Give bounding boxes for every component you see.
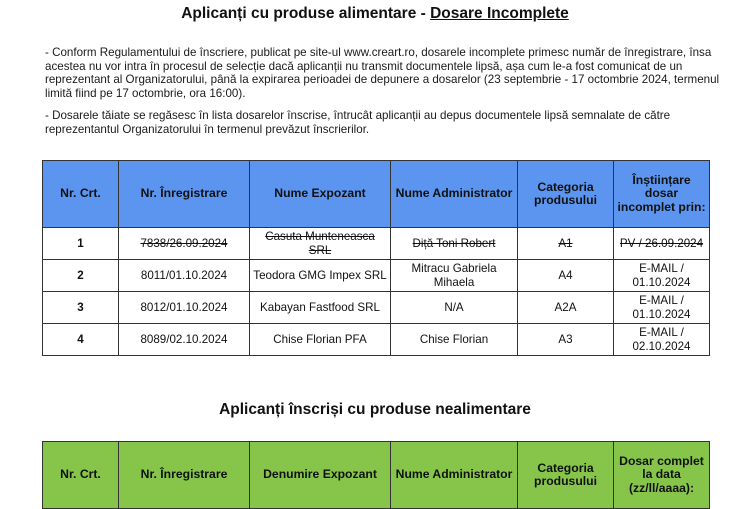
cell-expozant: Casuta Munteneasca SRL — [250, 228, 391, 260]
cell-categorie: A4 — [518, 260, 614, 292]
table-row — [43, 228, 710, 260]
col-header-nr-crt: Nr. Crt. — [43, 161, 119, 228]
cell-inregistrare: 8011/01.10.2024 — [119, 260, 250, 292]
cell-nr: 4 — [43, 324, 119, 356]
table-header-row — [43, 161, 710, 228]
col-header-nr-inregistrare: Nr. Înregistrare — [119, 442, 250, 509]
incomplete-files-table — [42, 160, 710, 356]
col-header-categoria: Categoria produsului — [518, 442, 614, 509]
cell-expozant: Chise Florian PFA — [250, 324, 391, 356]
cell-administrator: Chise Florian — [391, 324, 518, 356]
cell-nr: 2 — [43, 260, 119, 292]
cell-expozant: Kabayan Fastfood SRL — [250, 292, 391, 324]
section1-title-underlined: Dosare Incomplete — [430, 5, 569, 22]
col-header-dosar-complet: Dosar complet la data (zz/ll/aaaa): — [614, 442, 710, 509]
cell-inregistrare: 8012/01.10.2024 — [119, 292, 250, 324]
cell-instiintare: E-MAIL / 01.10.2024 — [614, 292, 710, 324]
col-header-nume-expozant: Nume Expozant — [250, 161, 391, 228]
cell-instiintare: E-MAIL / 01.10.2024 — [614, 260, 710, 292]
cell-instiintare: E-MAIL / 02.10.2024 — [614, 324, 710, 356]
table-row — [43, 324, 710, 356]
cell-categorie: A2A — [518, 292, 614, 324]
cell-nr: 1 — [43, 228, 119, 260]
cell-nr: 3 — [43, 292, 119, 324]
section1-title-prefix: Aplicanți cu produse alimentare - — [181, 5, 431, 22]
cell-categorie: A1 — [518, 228, 614, 260]
col-header-nr-crt: Nr. Crt. — [43, 442, 119, 509]
cell-administrator: Mitracu Gabriela Mihaela — [391, 260, 518, 292]
col-header-denumire-expozant: Denumire Expozant — [250, 442, 391, 509]
note-paragraph-2: - Dosarele tăiate se regăsesc în lista dosarelor înscrise, întrucât aplicanții au depus documentele lipsă semnalate de către reprezentantul Organizatorului în termenul prevăzut înscrierilor. — [45, 109, 671, 136]
note-paragraph-1: - Conform Regulamentului de înscriere, publicat pe site-ul www.creart.ro, dosarele incomplete primesc număr de înregistrare, însa acestea nu vor intra în procesul de selecție dacă aplicanții nu transmit documentele lipsă, așa cum le-a fost comunicat de un reprezentant al Organizatorului, până la expirarea perioadei de depunere a dosarelor (23 septembrie - 17 octombrie 2024, termenul limită fiind pe 17 octombrie, ora 16:00). — [45, 46, 720, 100]
section2-title: Aplicanți înscriși cu produse nealimentare — [219, 401, 531, 418]
table-row — [43, 292, 710, 324]
cell-instiintare: PV / 26.09.2024 — [614, 228, 710, 260]
nonfood-applicants-table — [42, 441, 710, 509]
col-header-categoria: Categoria produsului — [518, 161, 614, 228]
cell-inregistrare: 8089/02.10.2024 — [119, 324, 250, 356]
table-header-row — [43, 442, 710, 509]
cell-inregistrare: 7838/26.09.2024 — [119, 228, 250, 260]
table-row — [43, 260, 710, 292]
col-header-instiintare: Înștiințare dosar incomplet prin: — [614, 161, 710, 228]
section1-title — [0, 5, 750, 23]
col-header-nume-administrator: Nume Administrator — [391, 442, 518, 509]
col-header-nume-administrator: Nume Administrator — [391, 161, 518, 228]
cell-expozant: Teodora GMG Impex SRL — [250, 260, 391, 292]
col-header-nr-inregistrare: Nr. Înregistrare — [119, 161, 250, 228]
cell-categorie: A3 — [518, 324, 614, 356]
cell-administrator: N/A — [391, 292, 518, 324]
cell-administrator: Diță Toni Robert — [391, 228, 518, 260]
